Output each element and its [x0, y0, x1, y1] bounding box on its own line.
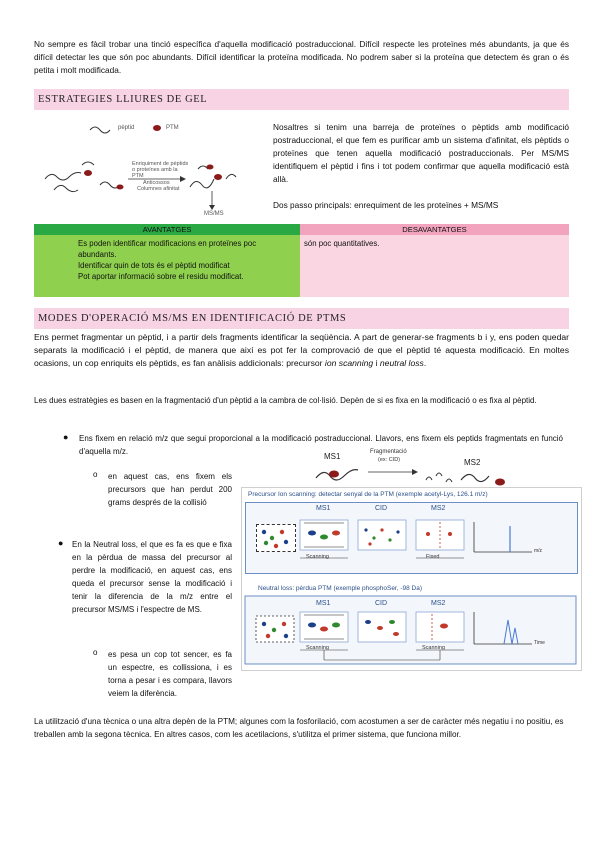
panel2-scanning-label-2: Scanning — [422, 645, 445, 651]
bullet-precursor-scanning: Ens fixem en relació m/z que segui proporcional a la modificació postraduccional. Llavors, ens fixem els peptids fragmentats en funció d'aquella m/z. — [79, 434, 563, 456]
section-heading-gel-free: ESTRATEGIES LLIURES DE GEL — [34, 89, 569, 110]
panel1-ms1-label: MS1 — [316, 505, 331, 512]
panel2-cid-label: CID — [375, 600, 388, 607]
legend-ptm-label: PTM — [166, 125, 179, 131]
step-enrichment-label: Enriquiment de pèptids o proteïnes amb la PTM — [132, 161, 189, 179]
enrichment-figure — [40, 117, 265, 217]
section1-two-steps: Dos passo principals: enrequiment de les proteïnes + MS/MS — [273, 200, 499, 210]
bullet-marker: ● — [58, 538, 64, 548]
ptm-scanning-figure — [241, 487, 582, 671]
sub-bullet-compare: es pesa un cop tot sencer, es fa un espectre, es collissiona, i es torna a pesar i es compara, llavors veiem la diferència. — [108, 650, 232, 698]
cid-note-label: (ex: CID) — [378, 457, 400, 463]
intro-paragraph: No sempre es fàcil trobar una tinció específica d'aquella modificació postraduccional. Difícil respecte les proteïnes més abundants, ja que és difícil detectar les que són poc abundants. Difícil identificar la proteïna modificada. No podrem saber si la proteïna que detectem és gran o és petita i molt modificada. — [34, 39, 569, 75]
section1-paragraph: Nosaltres si tenim una barreja de proteïnes o pèptids amb modificació postraduccional, el que fem es purificar amb un sistema d'afinitat, els pèptids o proteïnes que tenen aquella modificació postraduccionals. Per MS/MS identifiquem el pèptid i fins i tot podem confirmar que aquella modificació està allà. — [273, 122, 569, 184]
closing-paragraph: La utilització d'una tècnica o una altra depèn de la PTM; algunes com la fosforilació, com acostumen a ser de caràcter més negatiu i no positiu, es treballen amb la segona tècnica. En altres casos, com les acetilacions, s'utilitza el primer sistema, que funciona millor. — [34, 717, 564, 739]
panel1-cid-label: CID — [375, 505, 388, 512]
panel1-scanning-label: Scanning — [306, 554, 329, 560]
advantage-item: Identificar quin de tots és el pèptid modificat — [78, 261, 230, 270]
bullet-marker: ● — [63, 432, 69, 442]
fragmentation-label: Fragmentació — [370, 449, 407, 455]
disadvantages-cell — [300, 235, 569, 297]
advantages-header: AVANTATGES — [34, 224, 300, 235]
advantages-table — [34, 224, 569, 297]
step-columns-label: Columnes afinitat — [137, 186, 180, 192]
ms1-label: MS1 — [324, 452, 341, 461]
sub-bullet-marker: o — [93, 470, 98, 479]
panel2-time-label: Time — [534, 640, 545, 646]
step-antibodies-label: Anticossos — [143, 180, 170, 186]
sub-bullet-precursors: en aquest cas, ens fixem els precursors que han perdut 200 grams després de la collisió — [108, 472, 232, 507]
msms-label: MS/MS — [204, 211, 224, 217]
ms2-label: MS2 — [464, 458, 481, 467]
section-heading-msms-modes: MODES D'OPERACIÓ MS/MS EN IDENTIFICACIÓ DE PTMS — [34, 308, 569, 329]
panel1-ms2-label: MS2 — [431, 505, 446, 512]
disadvantages-header: DESAVANTATGES — [300, 224, 569, 235]
scanning-diagram — [242, 488, 581, 670]
sub-bullet-marker: o — [93, 648, 98, 657]
legend-peptide-label: pèptid — [118, 125, 135, 131]
panel2-scanning-label: Scanning — [306, 645, 329, 651]
bullet-neutral-loss: En la Neutral loss, el que es fa es que e fixa en la pèrdua de massa del precursor al perdre la modificació, en aquest cas, ens queda el precursor sense la modificació i tenir la diferencia de la m/z entre el precursor MS/MS i l'espectre de MS. — [72, 540, 232, 614]
advantages-cell — [34, 235, 300, 297]
neutral-loss-title: Neutral loss: pèrdua PTM (exemple phosphoSer, -98 Da) — [258, 585, 423, 592]
section2-strategies: Les dues estratègies es basen en la fragmentació d'un pèptid a la cambra de col·lisió. Depèn de si es fixa en la modificació o es fixa al pèptid. — [34, 396, 537, 405]
panel1-mz-label: m/z — [534, 548, 543, 554]
disadvantage-item: són poc quantitatives. — [304, 239, 380, 248]
panel2-ms2-label: MS2 — [431, 600, 446, 607]
advantage-item: Pot aportar informació sobre el residu modificat. — [78, 272, 244, 281]
advantage-item: Es poden identificar modificacions en proteïnes poc abundants. — [78, 239, 257, 259]
panel1-fixed-label: Fixed — [426, 554, 440, 560]
panel2-ms1-label: MS1 — [316, 600, 331, 607]
precursor-scanning-title: Precursor Ion scanning: detectar senyal de la PTM (exemple acetyl-Lys, 126.1 m/z) — [248, 491, 488, 498]
section2-paragraph: Ens permet fragmentar un pèptid, i a partir dels fragments identificar la seqüència. A part de generar-se fragments b i y, ens poden quedar separats la modificació i el pèptid, de manera que així es pot fer la comprovació de que el pèptid té aquesta modificació. En moltes ocasions, un cop enriquits els pèptids, es fan anàlisis addicionals: precursor ion scanning i neutral loss. — [34, 332, 569, 368]
